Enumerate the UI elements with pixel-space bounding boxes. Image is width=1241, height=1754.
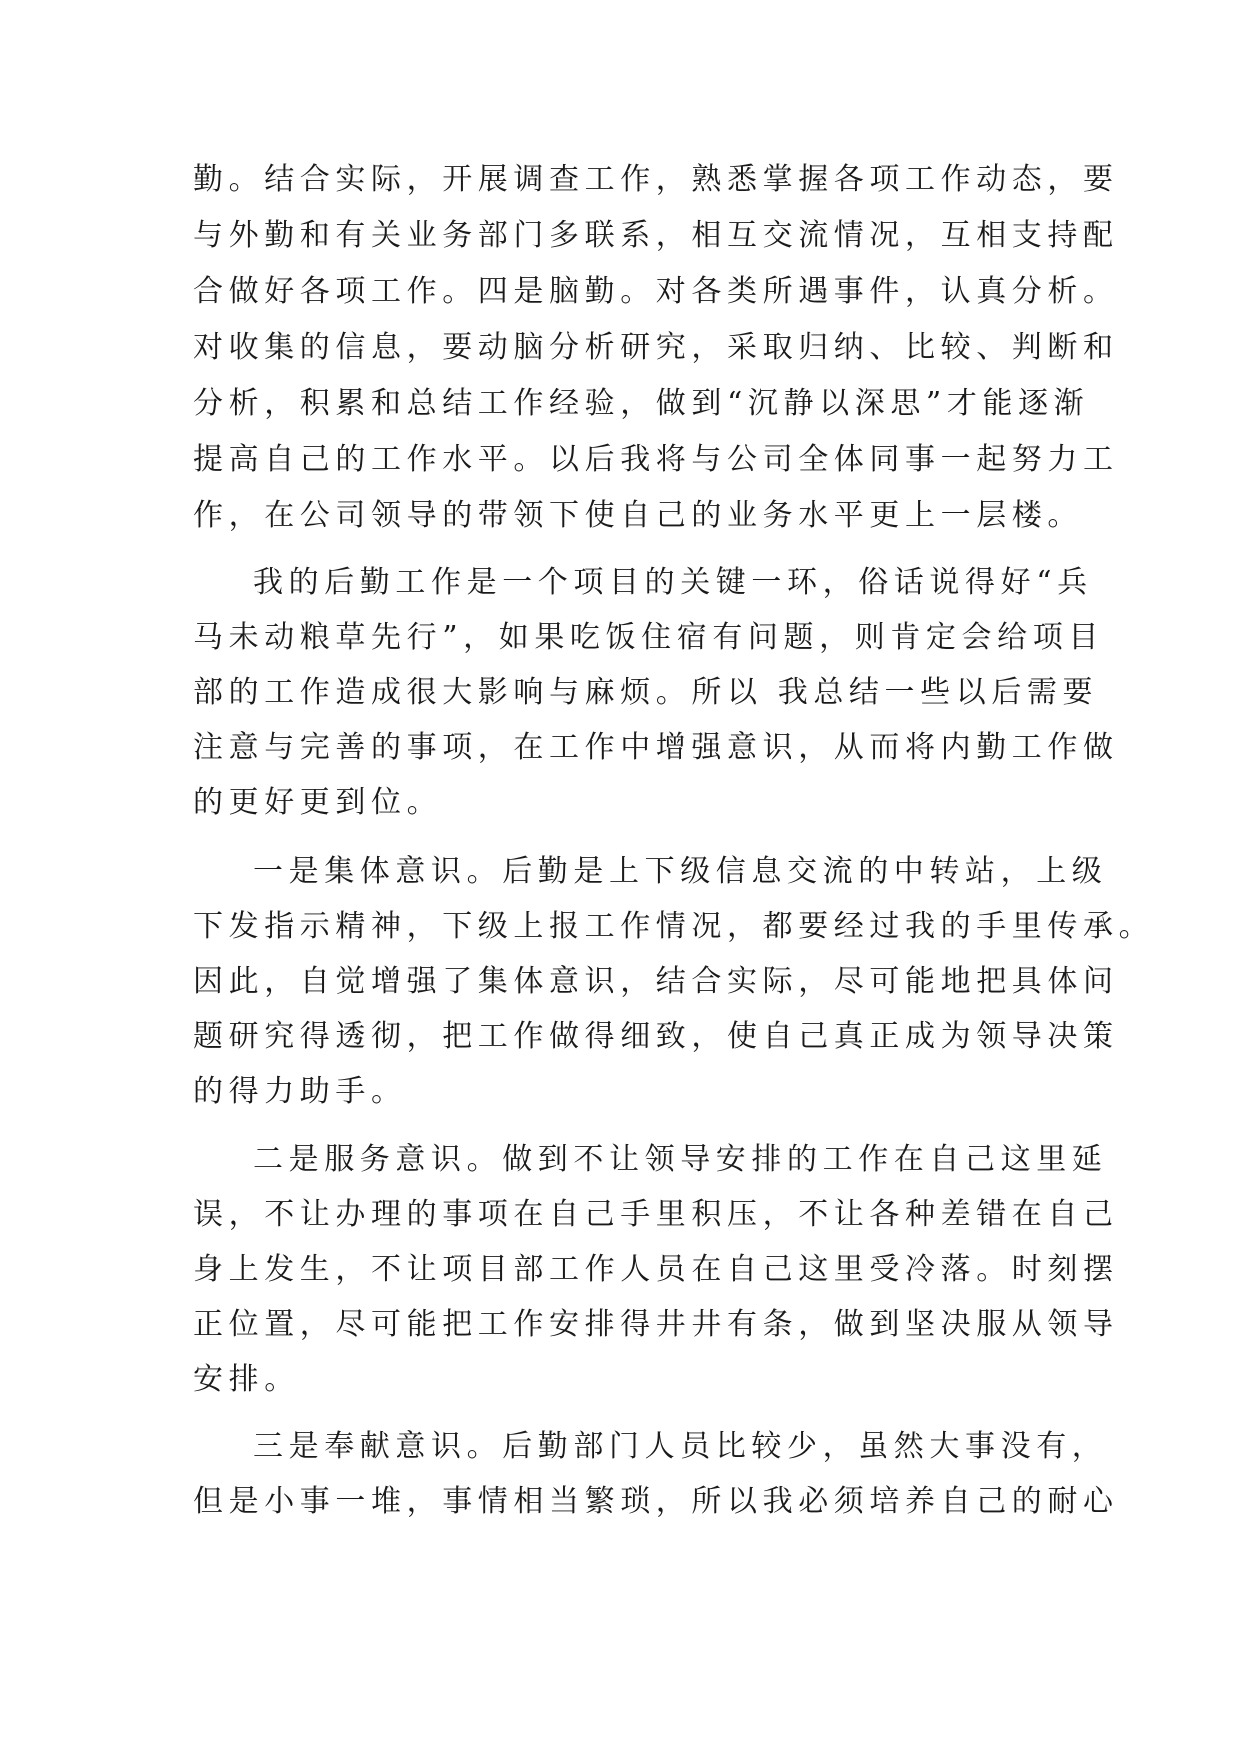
text-line: 正位置，尽可能把工作安排得井井有条，做到坚决服从领导 — [193, 1307, 1119, 1342]
text-line: 勤。结合实际，开展调查工作，熟悉掌握各项工作动态，要 — [193, 162, 1119, 197]
text-line: 因此，自觉增强了集体意识，结合实际，尽可能地把具体问 — [193, 964, 1119, 999]
paragraph-first-line: 一是集体意识。后勤是上下级信息交流的中转站，上级 — [253, 854, 1108, 889]
text-line: 分析，积累和总结工作经验，做到“沉静以深思”才能逐渐 — [193, 386, 1090, 421]
text-line: 下发指示精神，下级上报工作情况，都要经过我的手里传承。 — [193, 909, 1155, 944]
paragraph-first-line: 三是奉献意识。后勤部门人员比较少，虽然大事没有， — [253, 1429, 1108, 1464]
text-line: 身上发生，不让项目部工作人员在自己这里受冷落。时刻摆 — [193, 1252, 1119, 1287]
paragraph-first-line: 我的后勤工作是一个项目的关键一环，俗话说得好“兵 — [253, 565, 1093, 600]
text-line: 的得力助手。 — [193, 1074, 407, 1109]
text-line: 安排。 — [193, 1362, 300, 1397]
text-line: 误，不让办理的事项在自己手里积压，不让各种差错在自己 — [193, 1197, 1119, 1232]
text-line: 但是小事一堆，事情相当繁琐，所以我必须培养自己的耐心 — [193, 1484, 1119, 1519]
text-line: 对收集的信息，要动脑分析研究，采取归纳、比较、判断和 — [193, 330, 1119, 365]
text-line: 马未动粮草先行”，如果吃饭住宿有问题，则肯定会给项目 — [193, 620, 1104, 655]
text-line: 与外勤和有关业务部门多联系，相互交流情况，互相支持配 — [193, 218, 1119, 253]
text-line: 作，在公司领导的带领下使自己的业务水平更上一层楼。 — [193, 498, 1083, 533]
text-line: 提高自己的工作水平。以后我将与公司全体同事一起努力工 — [193, 442, 1119, 477]
text-line: 合做好各项工作。四是脑勤。对各类所遇事件，认真分析。 — [193, 274, 1119, 309]
text-line: 的更好更到位。 — [193, 785, 443, 820]
text-line: 部的工作造成很大影响与麻烦。所以 我总结一些以后需要 — [193, 675, 1099, 710]
text-line: 注意与完善的事项，在工作中增强意识，从而将内勤工作做 — [193, 730, 1119, 765]
text-line: 题研究得透彻，把工作做得细致，使自己真正成为领导决策 — [193, 1019, 1119, 1054]
paragraph-first-line: 二是服务意识。做到不让领导安排的工作在自己这里延 — [253, 1142, 1108, 1177]
